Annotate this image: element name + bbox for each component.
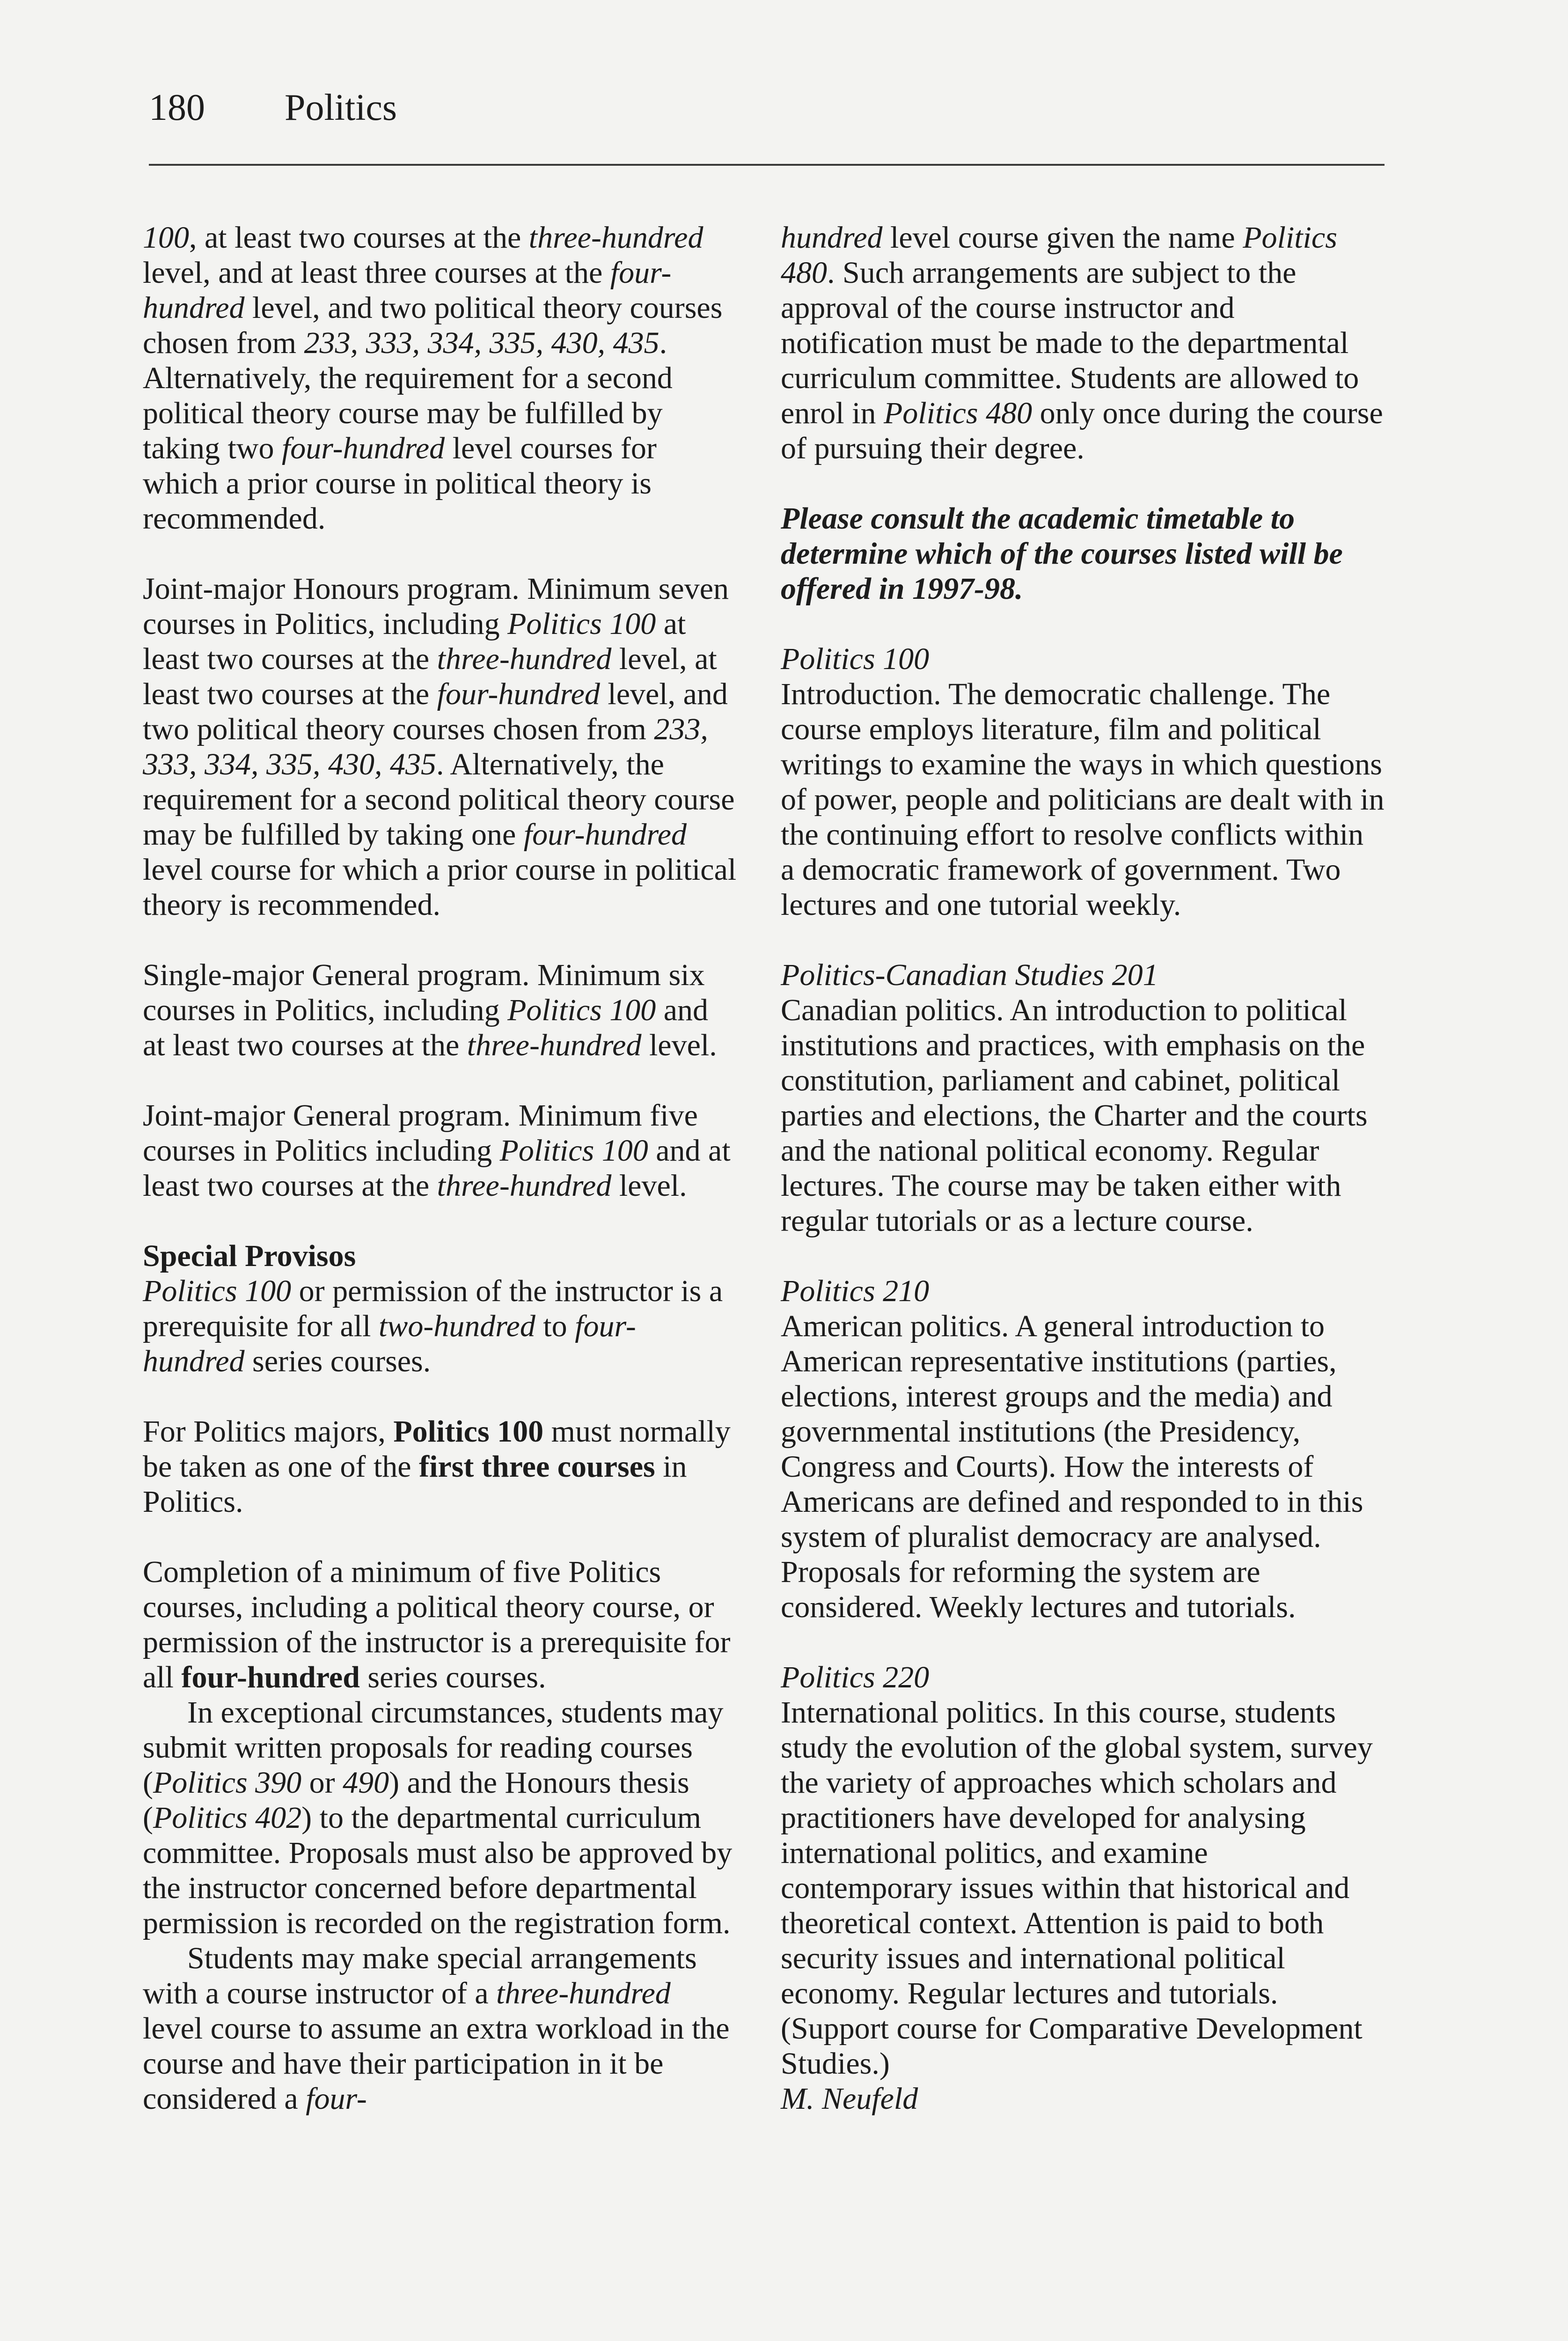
course-code: Politics 220 bbox=[781, 1660, 930, 1694]
text-run: and at least two courses at the bbox=[143, 1134, 731, 1203]
special-provisos-heading: Special Provisos bbox=[143, 1239, 356, 1273]
italic-text: four-hundred bbox=[437, 677, 600, 711]
course-entry bbox=[781, 641, 1385, 922]
italic-text: 233, 333, 334, 335, 430, 435 bbox=[304, 326, 659, 360]
text-run: and at least two courses at the bbox=[143, 993, 709, 1062]
course-description: American politics. A general introduction to American representative institutions (parties, elections, interest groups and the media) and governmental institutions (the Presidency, Congress and Courts). How the interests of Americans are defined and responded to in this system of pluralist democracy are analysed. Proposals for reforming the system are considered. Weekly lectures and tutorials. bbox=[781, 1309, 1363, 1624]
bold-text: first three courses bbox=[419, 1450, 655, 1484]
text-run: series courses. bbox=[359, 1660, 546, 1694]
text-run: Single-major General program. Minimum six courses in Politics, including bbox=[143, 958, 705, 1027]
italic-text: 100 bbox=[143, 221, 189, 255]
italic-text: three-hundred bbox=[496, 1976, 671, 2010]
text-run: level, and two political theory courses chosen from bbox=[143, 291, 723, 360]
right-column bbox=[781, 220, 1385, 2151]
four-hundred-prerequisite-paragraph bbox=[143, 1554, 737, 1695]
italic-text: four-hundred bbox=[523, 817, 687, 852]
italic-text: four-hundred bbox=[143, 1309, 636, 1378]
joint-major-general-paragraph bbox=[143, 1098, 737, 1203]
text-run: level, and at least three courses at the bbox=[143, 256, 610, 290]
italic-text: four- bbox=[306, 2082, 367, 2116]
reading-courses-paragraph bbox=[143, 1695, 737, 1941]
text-run: level courses for which a prior course in political theory is recommended. bbox=[143, 431, 657, 536]
timetable-notice: Please consult the academic timetable to determine which of the courses listed will be offered in 1997-98. bbox=[781, 501, 1343, 606]
bold-text: Politics 100 bbox=[393, 1414, 544, 1449]
text-run: must normally be taken as one of the bbox=[143, 1414, 731, 1484]
text-run: For Politics majors, bbox=[143, 1414, 394, 1449]
italic-text: three-hundred bbox=[528, 221, 703, 255]
italic-text: Politics 390 bbox=[153, 1766, 302, 1800]
text-run: Joint-major Honours program. Minimum seven courses in Politics, including bbox=[143, 572, 729, 641]
text-run: ) to the departmental curriculum committee. Proposals must also be approved by the instructor concerned before departmental permission is recorded on the registration form. bbox=[143, 1801, 733, 1940]
running-head: Politics bbox=[285, 87, 397, 128]
text-run: level, and two political theory courses chosen from bbox=[143, 677, 728, 746]
italic-text: two-hundred bbox=[378, 1309, 535, 1343]
text-run: only once during the course of pursuing their degree. bbox=[781, 396, 1383, 465]
italic-text: four-hundred bbox=[281, 431, 445, 465]
italic-text: hundred bbox=[781, 221, 883, 255]
text-run: . Alternatively, the requirement for a second political theory course may be fulfilled by taking one bbox=[143, 747, 735, 852]
text-run: In exceptional circumstances, students may submit written proposals for reading courses ( bbox=[143, 1695, 724, 1800]
text-run: Completion of a minimum of five Politics courses, including a political theory course, or permission of the instructor is a prerequisite for all bbox=[143, 1555, 731, 1694]
italic-text: Politics 480 bbox=[883, 396, 1033, 430]
left-column bbox=[143, 220, 737, 2116]
text-run: level course for which a prior course in political theory is recommended. bbox=[143, 853, 737, 922]
italic-text: Politics 100 bbox=[507, 993, 656, 1027]
text-run: in Politics. bbox=[143, 1450, 687, 1519]
bold-text: four-hundred bbox=[181, 1660, 360, 1694]
politics-480-paragraph bbox=[781, 220, 1385, 466]
text-run: ) and the Honours thesis ( bbox=[143, 1766, 689, 1835]
course-description: International politics. In this course, students study the evolution of the global system, survey the variety of approaches which scholars and practitioners have developed for analysing international politics, and examine contemporary issues within that historical and theoretical context. Attention is paid to both security issues and international political economy. Regular lectures and tutorials. (Support course for Comparative Development Studies.) bbox=[781, 1695, 1373, 2081]
text-run: . Such arrangements are subject to the approval of the course instructor and notification must be made to the departmental curriculum committee. Students are allowed to enrol in bbox=[781, 256, 1359, 430]
course-entry bbox=[781, 1274, 1385, 1625]
course-code: Politics 100 bbox=[781, 642, 930, 676]
course-description: Introduction. The democratic challenge. The course employs literature, film and political writings to examine the ways in which questions of power, people and politicians are dealt with in the continuing effort to resolve conflicts within a democratic framework of government. Two lectures and one tutorial weekly. bbox=[781, 677, 1385, 922]
text-run: , at least two courses at the bbox=[189, 221, 529, 255]
prerequisite-paragraph bbox=[143, 1274, 723, 1378]
text-run: Students may make special arrangements with a course instructor of a bbox=[143, 1941, 697, 2010]
text-run: level course to assume an extra workload in the course and have their participation in it be considered a bbox=[143, 2011, 730, 2116]
italic-text: three-hundred bbox=[467, 1028, 642, 1062]
course-entry bbox=[781, 957, 1385, 1238]
text-run: level course given the name bbox=[882, 221, 1243, 255]
special-arrangements-paragraph bbox=[143, 1941, 737, 2116]
italic-text: Politics 100 bbox=[499, 1134, 648, 1168]
text-run: to bbox=[535, 1309, 575, 1343]
course-code: Politics 210 bbox=[781, 1274, 930, 1308]
italic-text: Politics 100 bbox=[507, 607, 656, 641]
italic-text: 490 bbox=[343, 1766, 389, 1800]
text-run: level. bbox=[611, 1169, 687, 1203]
honours-requirements-paragraph bbox=[143, 220, 737, 536]
text-run: level, at least two courses at the bbox=[143, 642, 717, 711]
text-run: or permission of the instructor is a prerequisite for all bbox=[143, 1274, 723, 1343]
text-run: series courses. bbox=[244, 1344, 431, 1378]
italic-text: three-hundred bbox=[437, 1169, 612, 1203]
text-run: Joint-major General program. Minimum five courses in Politics including bbox=[143, 1098, 698, 1168]
course-instructor: M. Neufeld bbox=[781, 2082, 918, 2116]
text-run: at least two courses at the bbox=[143, 607, 686, 676]
course-description: Canadian politics. An introduction to political institutions and practices, with emphasis on the constitution, parliament and cabinet, political parties and elections, the Charter and the courts and the national political economy. Regular lectures. The course may be taken either with regular tutorials or as a lecture course. bbox=[781, 993, 1368, 1238]
italic-text: Politics 100 bbox=[143, 1274, 292, 1308]
course-code: Politics-Canadian Studies 201 bbox=[781, 958, 1158, 992]
politics-majors-paragraph bbox=[143, 1414, 737, 1519]
joint-major-honours-paragraph bbox=[143, 571, 737, 922]
italic-text: four-hundred bbox=[143, 256, 672, 325]
course-entry bbox=[781, 1660, 1385, 2116]
page-number: 180 bbox=[149, 87, 205, 128]
italic-text: Politics 480 bbox=[781, 221, 1337, 290]
single-major-general-paragraph bbox=[143, 957, 737, 1063]
text-run: . Alternatively, the requirement for a second political theory course may be fulfilled by taking two bbox=[143, 326, 673, 465]
page-header bbox=[149, 84, 1385, 166]
italic-text: 233, 333, 334, 335, 430, 435 bbox=[143, 712, 708, 781]
text-run: level. bbox=[641, 1028, 717, 1062]
italic-text: Politics 402 bbox=[153, 1801, 302, 1835]
special-provisos-section bbox=[143, 1238, 737, 1379]
text-run: or bbox=[301, 1766, 343, 1800]
italic-text: three-hundred bbox=[437, 642, 612, 676]
